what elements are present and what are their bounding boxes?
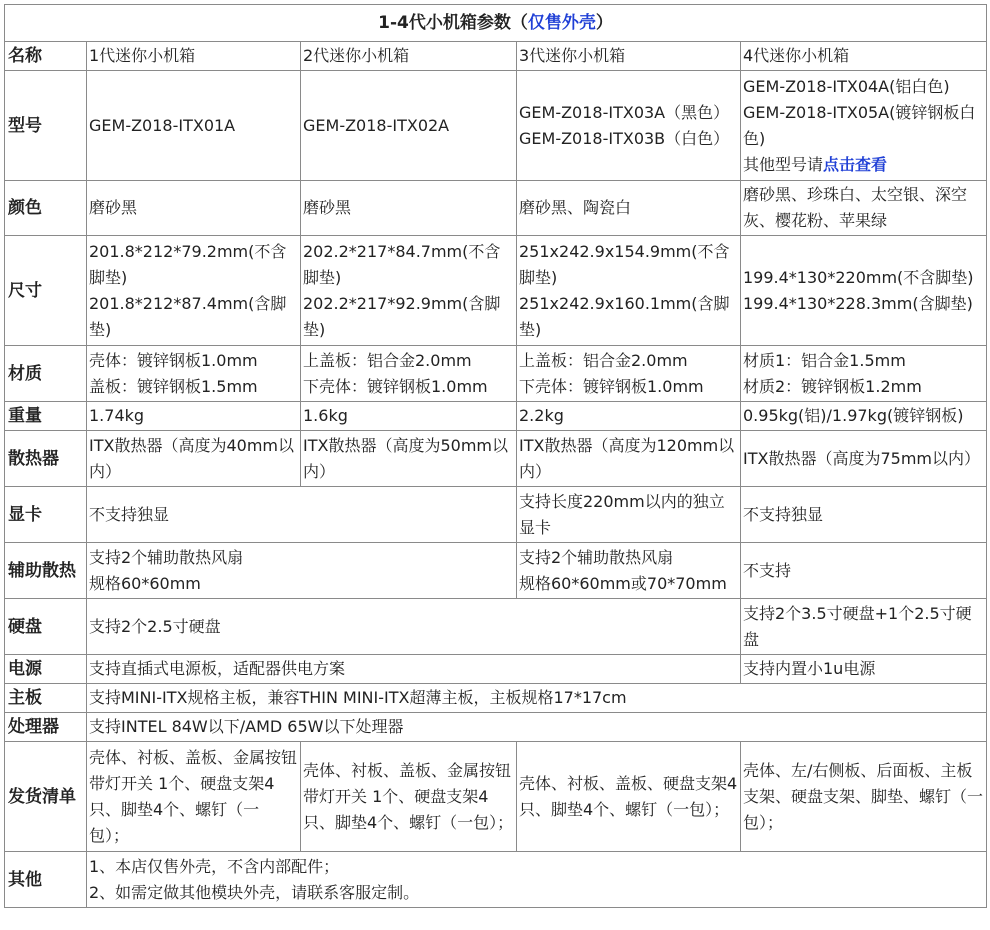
cell-g3-color: 磨砂黑、陶瓷白 [517,181,741,236]
spec-table [4,4,987,908]
label-board: 主板 [5,684,87,713]
cell-g2-model: GEM-Z018-ITX02A [301,71,517,181]
row-gpu [5,487,987,543]
cell-g123-power: 支持直插式电源板，适配器供电方案 [87,655,741,684]
cell-g2-ship: 壳体、衬板、盖板、金属按钮带灯开关 1个、硬盘支架4只、脚垫4个、螺钉（一包）； [301,742,517,852]
label-size: 尺寸 [5,236,87,346]
title-highlight: 仅售外壳 [527,13,596,33]
label-ship: 发货清单 [5,742,87,852]
row-board [5,684,987,713]
cell-g4-fan: 不支持 [741,543,987,599]
title-row [5,5,987,42]
row-color [5,181,987,236]
cell-g4-size: 199.4*130*220mm(不含脚垫) 199.4*130*228.3mm(含脚垫) [741,236,987,346]
cell-g2-name: 2代迷你小机箱 [301,42,517,71]
row-name [5,42,987,71]
cell-g12-gpu: 不支持独显 [87,487,517,543]
cell-all-other: 1、本店仅售外壳，不含内部配件； 2、如需定做其他模块外壳，请联系客服定制。 [87,852,987,908]
spec-table-container [4,4,986,908]
label-gpu: 显卡 [5,487,87,543]
cell-g3-ship: 壳体、衬板、盖板、硬盘支架4只、脚垫4个、螺钉（一包）； [517,742,741,852]
row-cpu [5,713,987,742]
cell-g4-name: 4代迷你小机箱 [741,42,987,71]
cell-g1-weight: 1.74kg [87,402,301,431]
cell-g2-material: 上盖板：铝合金2.0mm 下壳体：镀锌钢板1.0mm [301,346,517,402]
cell-g1-size: 201.8*212*79.2mm(不含脚垫) 201.8*212*87.4mm(含脚垫) [87,236,301,346]
cell-g12-fan: 支持2个辅助散热风扇 规格60*60mm [87,543,517,599]
cell-all-cpu: 支持INTEL 84W以下/AMD 65W以下处理器 [87,713,987,742]
table-title: 1-4代小机箱参数（仅售外壳） [5,5,987,42]
cell-g2-size: 202.2*217*84.7mm(不含脚垫) 202.2*217*92.9mm(含脚垫) [301,236,517,346]
cell-g2-weight: 1.6kg [301,402,517,431]
row-disk [5,599,987,655]
row-model [5,71,987,181]
cell-g4-material: 材质1：铝合金1.5mm 材质2：镀锌钢板1.2mm [741,346,987,402]
row-size [5,236,987,346]
cell-g2-cooler: ITX散热器（高度为50mm以内） [301,431,517,487]
row-weight [5,402,987,431]
cell-g4-cooler: ITX散热器（高度为75mm以内） [741,431,987,487]
row-ship [5,742,987,852]
cell-g4-power: 支持内置小1u电源 [741,655,987,684]
cell-g3-cooler: ITX散热器（高度为120mm以内） [517,431,741,487]
cell-g1-ship: 壳体、衬板、盖板、金属按钮带灯开关 1个、硬盘支架4只、脚垫4个、螺钉（一包）； [87,742,301,852]
cell-g1-model: GEM-Z018-ITX01A [87,71,301,181]
cell-g3-size: 251x242.9x154.9mm(不含脚垫) 251x242.9x160.1mm(含脚垫) [517,236,741,346]
cell-g4-disk: 支持2个3.5寸硬盘+1个2.5寸硬盘 [741,599,987,655]
label-color: 颜色 [5,181,87,236]
cell-g4-weight: 0.95kg(铝)/1.97kg(镀锌钢板) [741,402,987,431]
cell-g4-ship: 壳体、左/右侧板、后面板、主板支架、硬盘支架、脚垫、螺钉（一包）； [741,742,987,852]
row-fan [5,543,987,599]
label-model: 型号 [5,71,87,181]
label-name: 名称 [5,42,87,71]
cell-g3-model: GEM-Z018-ITX03A（黑色） GEM-Z018-ITX03B（白色） [517,71,741,181]
label-cpu: 处理器 [5,713,87,742]
cell-g3-weight: 2.2kg [517,402,741,431]
cell-g3-material: 上盖板：铝合金2.0mm 下壳体：镀锌钢板1.0mm [517,346,741,402]
cell-g1-name: 1代迷你小机箱 [87,42,301,71]
view-more-models-link[interactable]: 点击查看 [823,154,888,174]
cell-g1-material: 壳体：镀锌钢板1.0mm 盖板：镀锌钢板1.5mm [87,346,301,402]
cell-g1-color: 磨砂黑 [87,181,301,236]
label-cooler: 散热器 [5,431,87,487]
label-weight: 重量 [5,402,87,431]
label-other: 其他 [5,852,87,908]
label-disk: 硬盘 [5,599,87,655]
row-cooler [5,431,987,487]
cell-g3-fan: 支持2个辅助散热风扇 规格60*60mm或70*70mm [517,543,741,599]
cell-g1-cooler: ITX散热器（高度为40mm以内） [87,431,301,487]
cell-all-board: 支持MINI-ITX规格主板，兼容THIN MINI-ITX超薄主板，主板规格17*17cm [87,684,987,713]
cell-g4-color: 磨砂黑、珍珠白、太空银、深空灰、樱花粉、苹果绿 [741,181,987,236]
label-power: 电源 [5,655,87,684]
cell-g3-gpu: 支持长度220mm以内的独立显卡 [517,487,741,543]
cell-g123-disk: 支持2个2.5寸硬盘 [87,599,741,655]
cell-g4-model: GEM-Z018-ITX04A(铝白色) GEM-Z018-ITX05A(镀锌钢板白色) 其他型号请点击查看 [741,71,987,181]
row-other [5,852,987,908]
label-fan: 辅助散热 [5,543,87,599]
label-material: 材质 [5,346,87,402]
cell-g4-gpu: 不支持独显 [741,487,987,543]
row-power [5,655,987,684]
row-material [5,346,987,402]
cell-g2-color: 磨砂黑 [301,181,517,236]
cell-g3-name: 3代迷你小机箱 [517,42,741,71]
